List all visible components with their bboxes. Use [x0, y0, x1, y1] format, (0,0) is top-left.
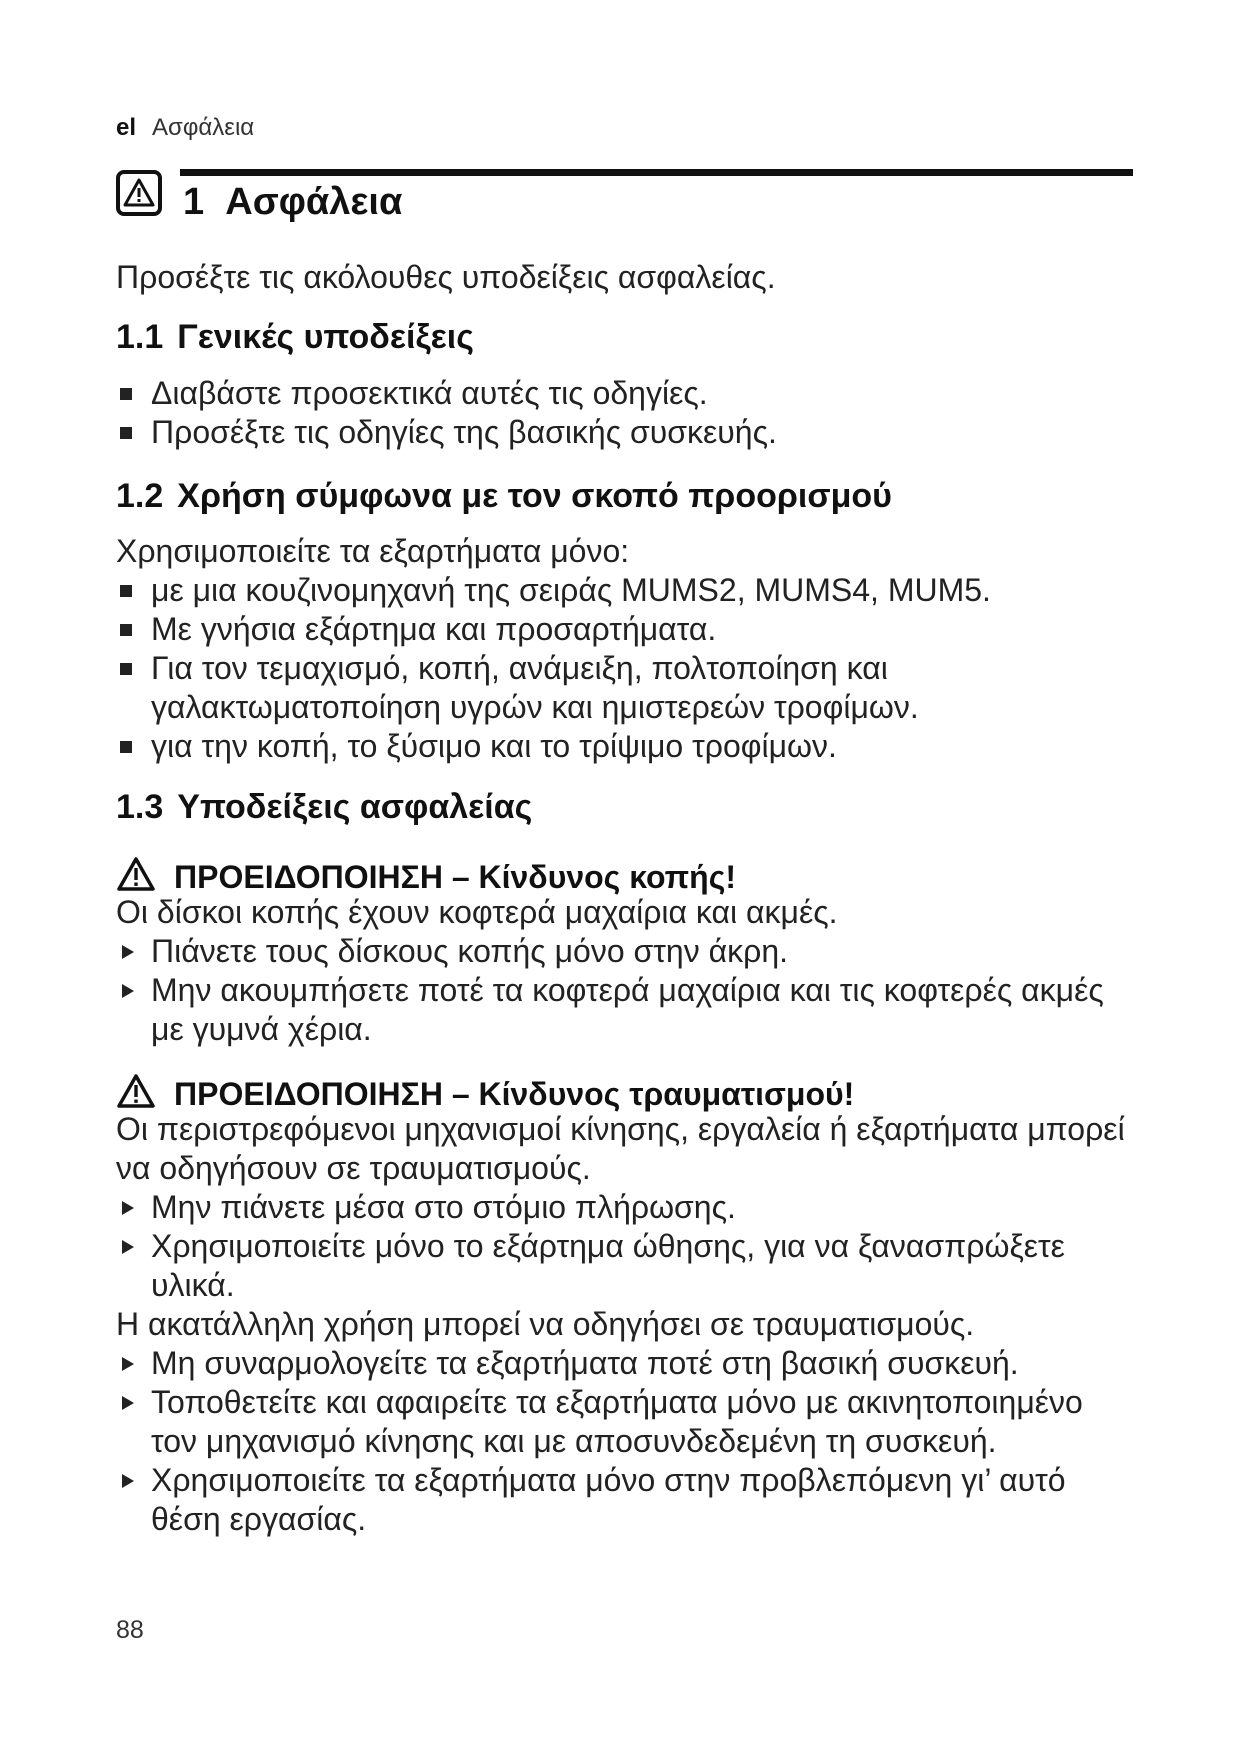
- warning-title-text: ΠΡΟΕΙΔΟΠΟΙΗΣΗ – Κίνδυνος κοπής!: [174, 859, 736, 895]
- section-1-3-heading: [116, 788, 532, 827]
- section-title: Υποδείξεις ασφαλείας: [177, 788, 533, 826]
- list-item: για την κοπή, το ξύσιμο και το τρίψιμο τροφίμων.: [116, 727, 1126, 766]
- page-number: 88: [116, 1616, 144, 1644]
- general-notes-list: [116, 374, 1126, 452]
- list-item: Για τον τεμαχισμό, κοπή, ανάμειξη, πολτοποίηση και γαλακτωματοποίηση υγρών και ημιστερεών τροφίμων.: [116, 649, 1126, 727]
- warning-title-text: ΠΡΟΕΙΔΟΠΟΙΗΣΗ – Κίνδυνος τραυματισμού!: [174, 1076, 855, 1112]
- chapter-number: 1: [183, 181, 205, 223]
- warning-actions: [116, 1188, 1126, 1305]
- list-item: Προσέξτε τις οδηγίες της βασικής συσκευής.: [116, 413, 1126, 452]
- action-item: Χρησιμοποιείτε τα εξαρτήματα μόνο στην προβλεπόμενη γι’ αυτό θέση εργασίας.: [116, 1461, 1126, 1539]
- warning-cut-body: [116, 893, 1126, 1049]
- action-item: Πιάνετε τους δίσκους κοπής μόνο στην άκρη.: [116, 932, 1126, 971]
- warning-text-2: Η ακατάλληλη χρήση μπορεί να οδηγήσει σε τραυματισμούς.: [116, 1306, 975, 1342]
- language-code: el: [116, 114, 137, 141]
- warning-injury-title: [116, 1073, 854, 1113]
- section-number: 1.3: [116, 788, 164, 826]
- section-1-1-heading: [116, 318, 474, 357]
- section-number: 1.1: [116, 318, 164, 356]
- warning-text: Οι δίσκοι κοπής έχουν κοφτερά μαχαίρια και ακμές.: [116, 894, 838, 930]
- warning-box-icon: [116, 170, 162, 216]
- chapter-intro: Προσέξτε τις ακόλουθες υποδείξεις ασφαλείας.: [116, 259, 776, 295]
- list-item: με μια κουζινομηχανή της σειράς MUMS2, MUMS4, MUM5.: [116, 571, 1126, 610]
- warning-cut-title: [116, 856, 736, 896]
- section-1-2-heading: [116, 477, 892, 516]
- action-item: Μη συναρμολογείτε τα εξαρτήματα ποτέ στη βασική συσκευή.: [116, 1344, 1126, 1383]
- action-item: Τοποθετείτε και αφαιρείτε τα εξαρτήματα μόνο με ακινητοποιημένο τον μηχανισμό κίνησης και με αποσυνδεδεμένη τη συσκευή.: [116, 1383, 1126, 1461]
- action-item: Μην ακουμπήσετε ποτέ τα κοφτερά μαχαίρια και τις κοφτερές ακμές με γυμνά χέρια.: [116, 971, 1126, 1049]
- warning-actions-2: [116, 1344, 1126, 1539]
- chapter-title-text: Ασφάλεια: [225, 181, 403, 223]
- warning-injury-body: [116, 1110, 1126, 1539]
- intended-use-block: [116, 532, 1126, 766]
- chapter-title: [183, 181, 402, 224]
- chapter-rule: [180, 169, 1133, 176]
- warning-text: Οι περιστρεφόμενοι μηχανισμοί κίνησης, εργαλεία ή εξαρτήματα μπορεί να οδηγήσουν σε τραυματισμούς.: [116, 1111, 1125, 1186]
- warning-triangle-icon: [116, 856, 156, 892]
- header-section: Ασφάλεια: [152, 114, 255, 141]
- intended-use-list: [116, 571, 1126, 766]
- intended-use-intro: Χρησιμοποιείτε τα εξαρτήματα μόνο:: [116, 533, 630, 569]
- section-number: 1.2: [116, 477, 164, 515]
- page-header: [116, 114, 254, 142]
- action-item: Μην πιάνετε μέσα στο στόμιο πλήρωσης.: [116, 1188, 1126, 1227]
- section-title: Γενικές υποδείξεις: [177, 318, 474, 356]
- list-item: Διαβάστε προσεκτικά αυτές τις οδηγίες.: [116, 374, 1126, 413]
- warning-actions: [116, 932, 1126, 1049]
- list-item: Με γνήσια εξάρτημα και προσαρτήματα.: [116, 610, 1126, 649]
- action-item: Χρησιμοποιείτε μόνο το εξάρτημα ώθησης, για να ξανασπρώξετε υλικά.: [116, 1227, 1126, 1305]
- section-title: Χρήση σύμφωνα με τον σκοπό προορισμού: [177, 477, 892, 515]
- warning-triangle-icon: [116, 1073, 156, 1109]
